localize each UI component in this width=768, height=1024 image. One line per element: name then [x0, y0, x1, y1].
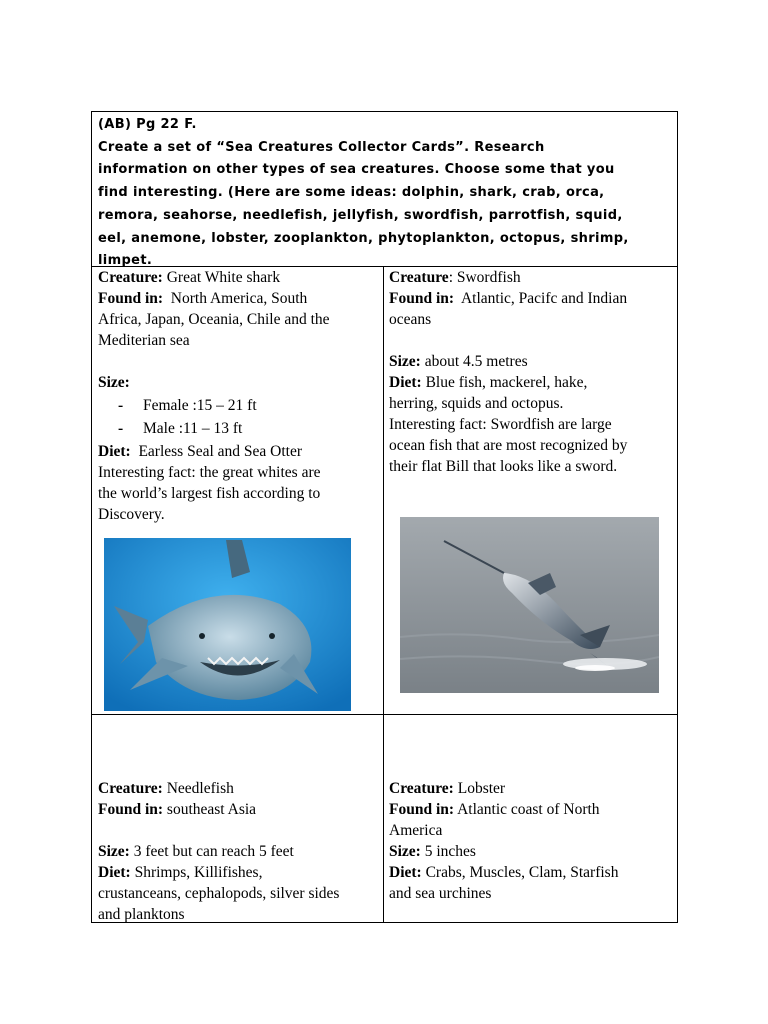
diet-line [389, 372, 673, 393]
found-value-cont: oceans [389, 311, 432, 328]
fact-line: Interesting fact: Swordfish are large [389, 416, 612, 433]
great-white-shark-photo [104, 538, 351, 711]
found-label: Found in: [389, 290, 455, 307]
fact-line: ocean fish that are most recognized by [389, 437, 628, 454]
found-label: Found in: [389, 801, 455, 818]
size-value: about 4.5 metres [424, 353, 528, 370]
diet-label: Diet: [98, 864, 131, 881]
found-line [389, 288, 673, 309]
size-item-female [98, 395, 378, 416]
creature-line [389, 267, 673, 288]
bullet: - [118, 397, 124, 414]
size-label: Size: [389, 353, 421, 370]
instruction-line: remora, seahorse, needlefish, jellyfish, swordfish, parrotfish, squid, [98, 207, 623, 223]
diet-label: Diet: [98, 443, 131, 460]
size-value: 3 feet but can reach 5 feet [133, 843, 294, 860]
diet-value: Earless Seal and Sea Otter [138, 443, 303, 460]
size-list [98, 395, 378, 439]
creature-line [98, 267, 378, 288]
found-line [389, 799, 673, 820]
creature-label: Creature: [98, 269, 163, 286]
size-label: Size: [389, 843, 421, 860]
card-great-white-shark [98, 267, 378, 525]
diet-value-cont: and planktons [98, 906, 185, 923]
found-value: North America, South [170, 290, 308, 307]
size-line [389, 841, 673, 862]
diet-label: Diet: [389, 864, 422, 881]
creature-label: Creature: [389, 780, 454, 797]
instruction-line: (AB) Pg 22 F. [98, 117, 197, 132]
fact-line: their flat Bill that looks like a sword. [389, 458, 618, 475]
diet-value: Shrimps, Killifishes, [134, 864, 263, 881]
fact-line: the world’s largest fish according to [98, 485, 321, 502]
diet-value-cont: and sea urchines [389, 885, 492, 902]
fact-line: Interesting fact: the great whites are [98, 464, 321, 481]
size-label: Size: [98, 843, 130, 860]
card-swordfish [389, 267, 673, 477]
column-divider [383, 266, 384, 922]
assignment-instructions [98, 114, 668, 273]
found-value: Atlantic coast of North [457, 801, 600, 818]
row-divider [92, 714, 677, 715]
diet-line [98, 862, 378, 883]
instruction-line: limpet. [98, 253, 153, 269]
creature-label: Creature: [98, 780, 163, 797]
instruction-line: eel, anemone, lobster, zooplankton, phytoplankton, octopus, shrimp, [98, 230, 629, 246]
size-item-male [98, 418, 378, 439]
creature-name: : Swordfish [448, 269, 521, 286]
diet-line [98, 441, 378, 462]
instruction-line: find interesting. (Here are some ideas: dolphin, shark, crab, orca, [98, 185, 605, 201]
diet-value: Crabs, Muscles, Clam, Starfish [425, 864, 619, 881]
creature-name: Great White shark [166, 269, 281, 286]
bullet: - [118, 420, 124, 437]
found-value-cont: America [389, 822, 443, 839]
diet-line [389, 862, 673, 883]
size-value: Female :15 – 21 ft [143, 397, 257, 414]
found-value-cont: Mediterian sea [98, 332, 190, 349]
creature-label: Creature [389, 269, 449, 286]
diet-value-cont: crustanceans, cephalopods, silver sides [98, 885, 340, 902]
creature-line [98, 778, 378, 799]
found-value-cont: Africa, Japan, Oceania, Chile and the [98, 311, 330, 328]
size-line [389, 351, 673, 372]
creature-name: Lobster [457, 780, 506, 797]
instruction-line: information on other types of sea creatures. Choose some that you [98, 162, 615, 178]
found-value: Atlantic, Pacifc and Indian [460, 290, 628, 307]
swordfish-jumping-photo [400, 517, 659, 693]
collector-cards-table [91, 111, 678, 923]
card-needlefish [98, 778, 378, 925]
diet-label: Diet: [389, 374, 422, 391]
fact-line: Discovery. [98, 506, 165, 523]
size-value: 5 inches [424, 843, 476, 860]
size-value: Male :11 – 13 ft [143, 420, 243, 437]
card-lobster [389, 778, 673, 904]
creature-line [389, 778, 673, 799]
diet-value: Blue fish, mackerel, hake, [425, 374, 588, 391]
creature-name: Needlefish [166, 780, 234, 797]
found-value: southeast Asia [166, 801, 257, 818]
diet-value-cont: herring, squids and octopus. [389, 395, 564, 412]
instruction-line: Create a set of “Sea Creatures Collector Cards”. Research [98, 139, 545, 155]
found-line [98, 799, 378, 820]
found-label: Found in: [98, 801, 164, 818]
size-line [98, 841, 378, 862]
size-label: Size: [98, 374, 130, 391]
found-line [98, 288, 378, 309]
found-label: Found in: [98, 290, 164, 307]
